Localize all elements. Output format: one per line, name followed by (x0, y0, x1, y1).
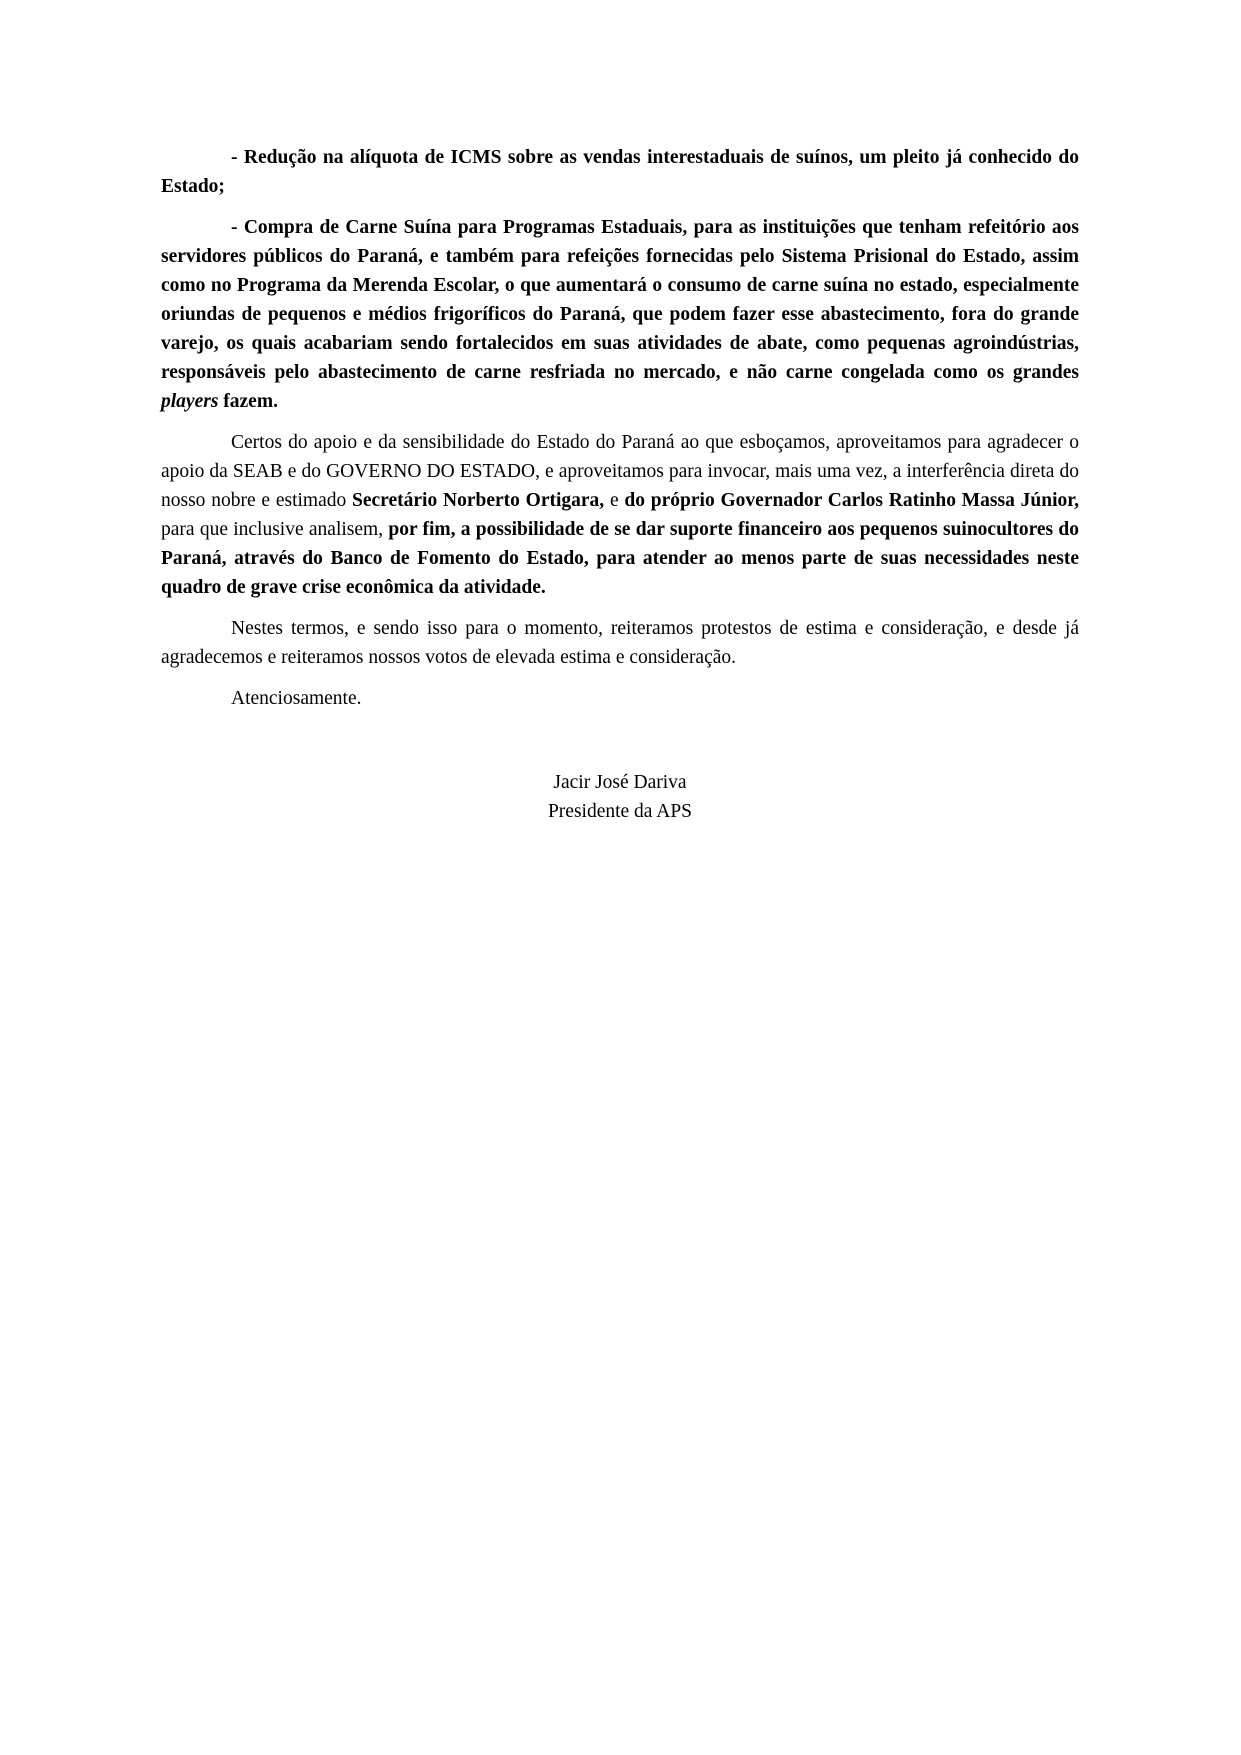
text-segment: Atenciosamente. (231, 688, 362, 709)
text-segment: Nestes termos, e sendo isso para o momento, reiteramos protestos de estima e consideração, e desde já agradecemos e reiteramos nossos votos de elevada estima e consideração. (161, 618, 1079, 668)
paragraph-4 (161, 614, 1079, 672)
paragraph-2 (161, 213, 1079, 416)
text-segment: Secretário Norberto Ortigara, (352, 490, 605, 511)
text-segment: para que inclusive analisem, (161, 519, 389, 540)
text-segment: players (161, 391, 219, 412)
letter-body (161, 143, 1079, 713)
signature-name: Jacir José Dariva (553, 772, 687, 793)
signature-title: Presidente da APS (547, 801, 693, 822)
paragraph-3 (161, 428, 1079, 602)
text-segment: - Redução na alíquota de ICMS sobre as vendas interestaduais de suínos, um pleito já conhecido do Estado; (161, 147, 1079, 197)
text-segment: por fim, a possibilidade de se dar suporte financeiro aos pequenos suinocultores do Paraná, através do Banco de Fomento do Estado, para atender ao menos parte de suas necessidades neste quadro de grave crise econômica da atividade. (161, 519, 1079, 598)
paragraph-5 (161, 684, 1079, 713)
signature-block (161, 768, 1079, 826)
text-segment: do próprio Governador Carlos Ratinho Massa Júnior, (624, 490, 1079, 511)
paragraph-1 (161, 143, 1079, 201)
text-segment: e (604, 490, 625, 511)
text-segment: - Compra de Carne Suína para Programas Estaduais, para as instituições que tenham refeitório aos servidores públicos do Paraná, e também para refeições fornecidas pelo Sistema Prisional do Estado, assim como no Programa da Merenda Escolar, o que aumentará o consumo de carne suína no estado, especialmente oriundas de pequenos e médios frigoríficos do Paraná, que podem fazer esse abastecimento, fora do grande varejo, os quais acabariam sendo fortalecidos em suas atividades de abate, como pequenas agroindústrias, responsáveis pelo abastecimento de carne resfriada no mercado, e não carne congelada como os grandes (161, 217, 1079, 383)
text-segment: fazem. (218, 391, 278, 412)
text-segment: Certos do apoio e da sensibilidade do Estado do Paraná ao que esboçamos, aproveitamos para agradecer o apoio da SEAB e do GOVERNO DO ESTADO, e aproveitamos para invocar, mais uma vez, a interferência direta do nosso nobre e estimado (161, 432, 1079, 511)
